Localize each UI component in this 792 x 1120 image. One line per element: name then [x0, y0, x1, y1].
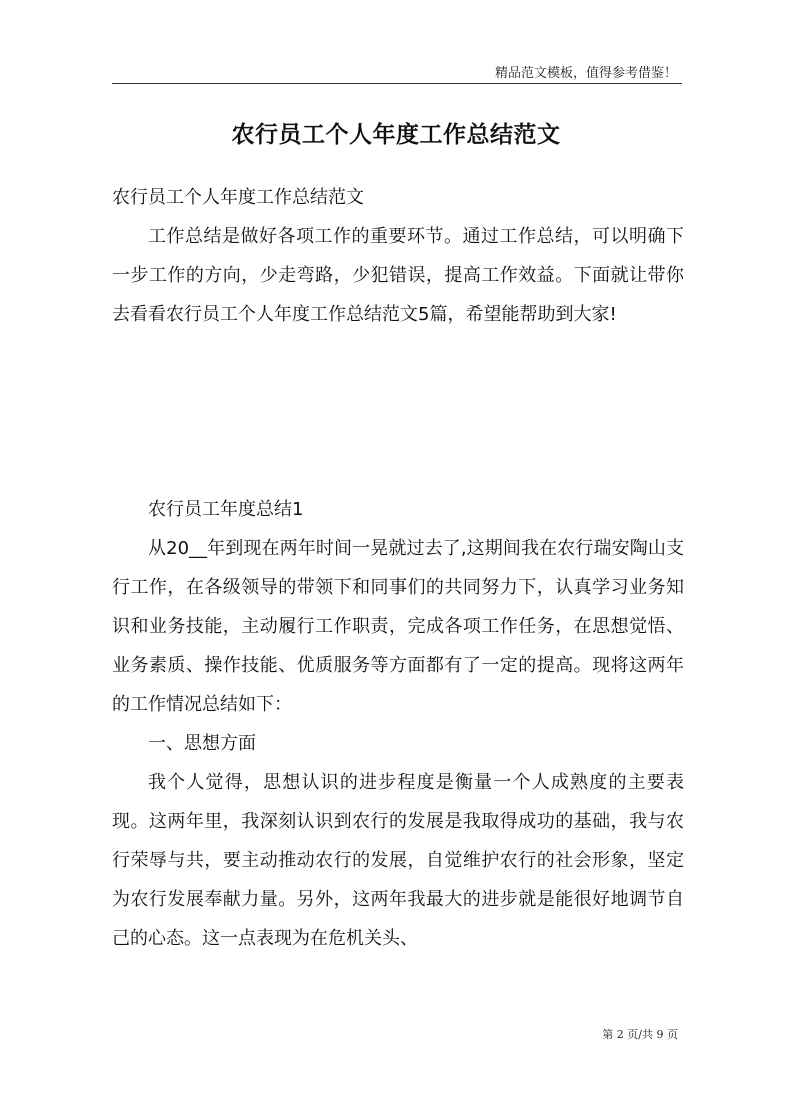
intro-paragraph: 工作总结是做好各项工作的重要环节。通过工作总结，可以明确下一步工作的方向，少走弯路，少犯错误，提高工作效益。下面就让带你去看看农行员工个人年度工作总结范文5篇，希望能帮助到大家! [112, 226, 684, 325]
page-number: 第 2 页/共 9 页 [602, 1028, 678, 1041]
body-paragraph: 我个人觉得，思想认识的进步程度是衡量一个人成熟度的主要表现。这两年里，我深刻认识到农行的发展是我取得成功的基础，我与农行荣辱与共，要主动推动农行的发展，自觉维护农行的社会形象，坚定为农行发展奉献力量。另外，这两年我最大的进步就是能很好地调节自己的心态。这一点表现为在危机关头、 [112, 772, 684, 949]
document-title: 农行员工个人年度工作总结范文 [231, 122, 561, 148]
document-body [112, 178, 684, 958]
header-tagline: 精品范文模板，值得参考借鉴！ [494, 66, 677, 81]
section-heading: 一、思想方面 [148, 733, 256, 754]
body-paragraph: 从20__年到现在两年时间一晃就过去了,这期间我在农行瑞安陶山支行工作，在各级领导的带领下和同事们的共同努力下，认真学习业务知识和业务技能，主动履行工作职责，完成各项工作任务，在思想觉悟、业务素质、操作技能、优质服务等方面都有了一定的提高。现将这两年的工作情况总结如下： [112, 538, 684, 715]
header-divider [112, 83, 682, 84]
section-title: 农行员工年度总结1 [148, 499, 304, 520]
blank-space [112, 334, 684, 490]
document-subtitle: 农行员工个人年度工作总结范文 [112, 187, 364, 208]
